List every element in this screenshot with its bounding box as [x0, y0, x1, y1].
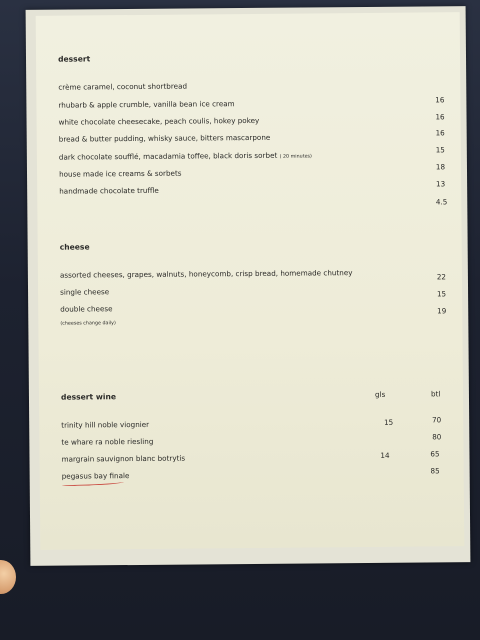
souffle-time-note: ( 20 minutes) [279, 154, 312, 160]
wine-bottle-price-3: 65 [430, 449, 440, 459]
dessert-item-3: white chocolate cheesecake, peach coulis, hokey pokey [58, 115, 260, 127]
dessert-price-5: 18 [435, 162, 446, 172]
cheese-item-2: single cheese [60, 287, 110, 297]
dessert-wine-heading: dessert wine [60, 392, 117, 402]
wine-item-4-name: pegasus bay finale [61, 471, 130, 481]
wine-glass-price-1: 15 [384, 417, 394, 427]
dessert-item-5-name: dark chocolate soufflé, macadamia toffee, black doris sorbet [58, 150, 278, 162]
cheese-item-3: double cheese [60, 304, 113, 314]
wine-bottle-price-2: 80 [432, 432, 442, 442]
dessert-item-1: crème caramel, coconut shortbread [58, 81, 188, 92]
dessert-price-6: 13 [435, 179, 446, 189]
cheese-price-3: 19 [437, 306, 447, 316]
menu-page [36, 12, 465, 550]
wine-item-4 [62, 472, 130, 480]
wine-item-1: trinity hill noble viognier [61, 419, 150, 430]
dessert-price-1: 16 [435, 95, 445, 105]
cheese-item-1: assorted cheeses, grapes, walnuts, honeycomb, crisp bread, homemade chutney [59, 268, 353, 280]
dessert-heading: dessert [58, 54, 91, 64]
cheese-price-2: 15 [436, 289, 447, 299]
dessert-item-4: bread & butter pudding, whisky sauce, bitters mascarpone [58, 132, 271, 144]
wine-item-3: margrain sauvignon blanc botrytis [61, 453, 186, 464]
dessert-price-7: 4.5 [435, 197, 448, 207]
cheese-price-1: 22 [436, 272, 447, 282]
wine-glass-price-3: 14 [380, 450, 390, 460]
dessert-item-5 [59, 151, 312, 162]
wine-bottle-price-1: 70 [432, 415, 442, 425]
dessert-price-2: 16 [435, 112, 445, 122]
wine-item-2: te whare ra noble riesling [61, 436, 154, 447]
dessert-price-3: 16 [435, 128, 445, 138]
dessert-item-6: house made ice creams & sorbets [59, 168, 182, 179]
cheese-heading: cheese [59, 242, 90, 252]
dessert-price-4: 15 [435, 145, 445, 155]
bottle-column-header: btl [430, 389, 441, 399]
cheese-daily-note: (cheeses change daily) [60, 321, 116, 327]
dessert-item-7: handmade chocolate truffle [59, 185, 159, 196]
dessert-item-2: rhubarb & apple crumble, vanilla bean ice cream [58, 99, 235, 110]
wine-bottle-price-4: 85 [430, 466, 440, 476]
red-pen-underline [62, 480, 124, 486]
glass-column-header: gls [374, 389, 386, 399]
